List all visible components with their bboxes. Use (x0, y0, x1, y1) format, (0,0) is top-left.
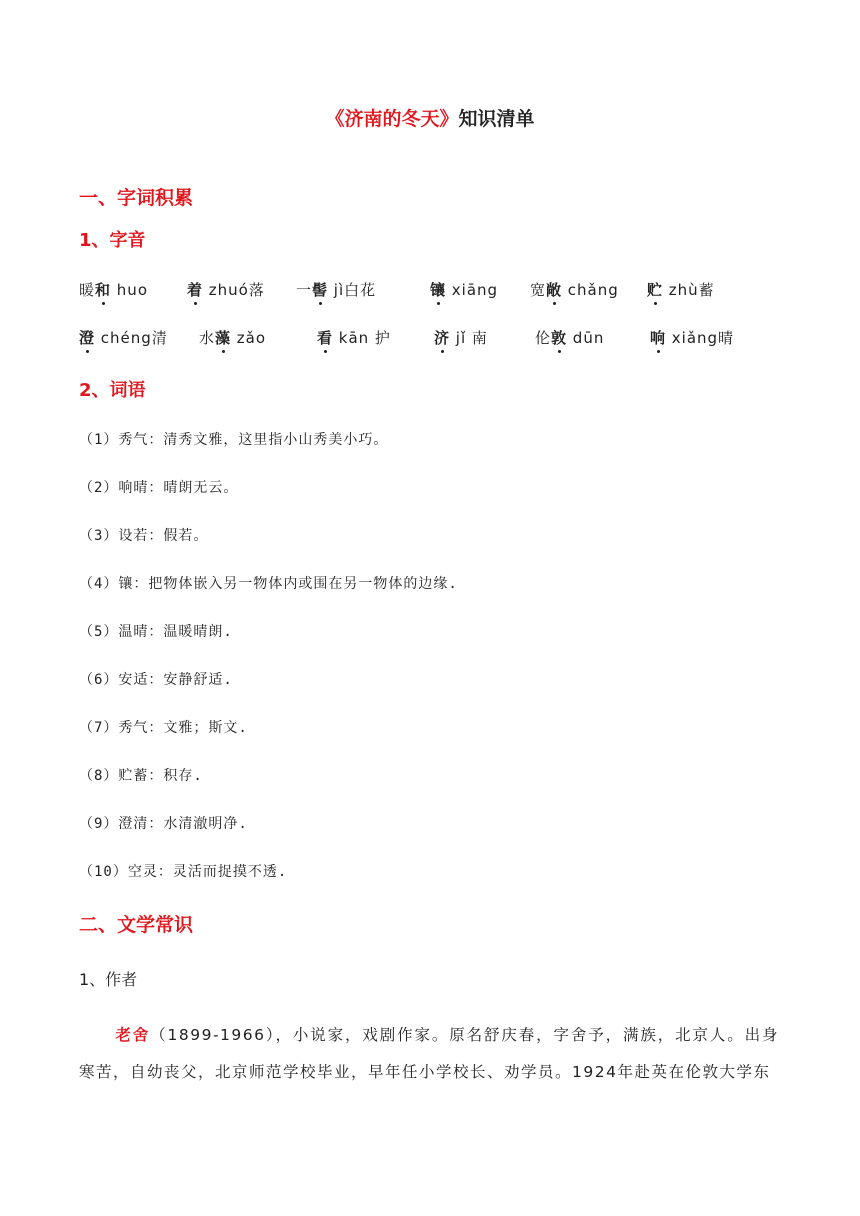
title-suffix: 知识清单 (458, 108, 535, 130)
author-name: 老舍 (115, 1026, 151, 1044)
author-paragraph (79, 1017, 779, 1091)
pinyin-item: 暖和 huo (79, 281, 148, 299)
section-heading-literature: 二、文学常识 (79, 914, 194, 936)
author-bio: （1899-1966），小说家，戏剧作家。原名舒庆春，字舍予，满族，北京人。出身寒苦，自幼丧父，北京师范学校毕业，早年任小学校长、劝学员。1924年赴英在伦敦大学东 (79, 1026, 779, 1081)
pinyin-item: 水藻 zǎo (199, 329, 267, 347)
pinyin-item: 着 zhuó落 (187, 281, 265, 299)
pinyin-item: 镶 xiāng (430, 281, 499, 299)
pinyin-item: 宽敞 chǎng (530, 281, 619, 299)
document-title (0, 104, 860, 131)
definition-item: （9）澄清：水清澈明净. (79, 816, 248, 832)
definition-item: （3）设若：假若。 (79, 528, 209, 544)
pinyin-item: 响 xiǎng晴 (650, 329, 735, 347)
definition-item: （7）秀气：文雅；斯文. (79, 720, 248, 736)
definition-item: （6）安适：安静舒适. (79, 672, 233, 688)
section-heading-vocabulary: 一、字词积累 (79, 187, 194, 209)
subheading-words: 2、词语 (79, 380, 146, 401)
definition-item: （1）秀气：清秀文雅，这里指小山秀美小巧。 (79, 432, 389, 448)
subheading-pronunciation: 1、字音 (79, 230, 146, 251)
pinyin-item: 一髻 jì白花 (296, 281, 377, 299)
definition-item: （8）贮蓄：积存. (79, 768, 203, 784)
title-book-name: 《济南的冬天》 (325, 108, 459, 130)
pinyin-item: 澄 chéng清 (79, 329, 168, 347)
definition-item: （2）响晴：晴朗无云。 (79, 480, 239, 496)
pinyin-item: 济 jǐ 南 (434, 329, 488, 347)
pinyin-item: 看 kān 护 (317, 329, 391, 347)
definition-item: （4）镶：把物体嵌入另一物体内或围在另一物体的边缘. (79, 576, 458, 592)
pinyin-item: 贮 zhù蓄 (647, 281, 715, 299)
definition-item: （10）空灵：灵活而捉摸不透. (79, 864, 288, 880)
subheading-author: 1、作者 (79, 970, 138, 989)
definition-item: （5）温晴：温暖晴朗. (79, 624, 233, 640)
pinyin-item: 伦敦 dūn (535, 329, 605, 347)
